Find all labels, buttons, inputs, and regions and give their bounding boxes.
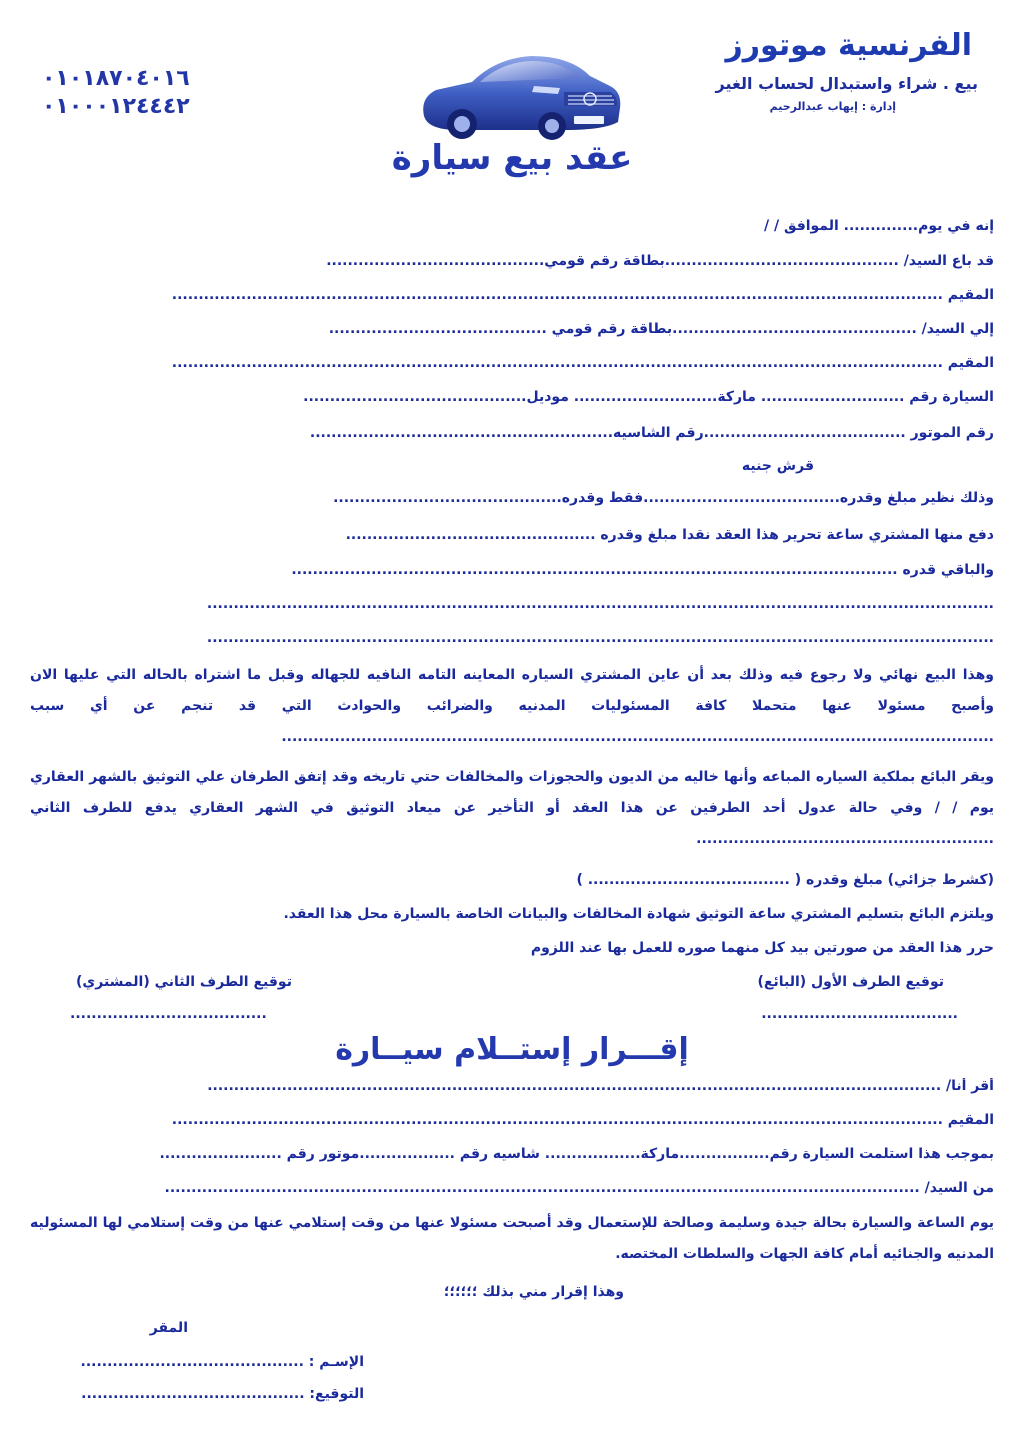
seller-signature-dots: ..................................... — [761, 1006, 958, 1022]
phone-number-1: ٠١٠١٨٧٠٤٠١٦ — [42, 66, 190, 91]
receipt-title: إقـــرار إستــلام سيــارة — [335, 1032, 689, 1067]
receipt-time-clause: يوم الساعة والسيارة بحالة جيدة وسليمة وصالحة للإستعمال وقد أصبحت مسئولا عنها من وقت إستلامي عنها من وقت إستلامي لها المسئوليه المدنيه والجنائيه أمام كافة الجهات والسلطات المختصه. — [30, 1215, 994, 1262]
signature-line: التوقيع: .......................................... — [81, 1386, 364, 1402]
engine-chassis-line: رقم الموتور ......................................رقم الشاسيه......................................................... — [309, 425, 994, 441]
paid-amount-line: دفع منها المشتري ساعة تحرير هذا العقد نقدا مبلغ وقدره ............................................... — [345, 527, 994, 543]
copies-clause: حرر هذا العقد من صورتين بيد كل منهما صوره للعمل بها عند اللزوم — [530, 940, 994, 956]
buyer-signature-dots: ..................................... — [70, 1006, 267, 1022]
date-line: إنه في يوم.............. الموافق / / — [763, 218, 994, 234]
penalty-line: (كشرط جزائي) مبلغ وقدره ( ...................................... ) — [576, 872, 994, 888]
delivery-clause: ويلتزم البائع بتسليم المشتري ساعة التوثيق شهادة المخالفات والبيانات الخاصة بالسيارة محل هذا العقد. — [283, 906, 994, 922]
contract-title: عقد بيع سيارة — [391, 138, 633, 178]
manager-name: إدارة : إيهاب عبدالرحيم — [769, 100, 896, 113]
buyer-signature-label: توقيع الطرف الثاني (المشتري) — [76, 974, 292, 990]
receipt-closing: وهذا إقرار مني بذلك ؛؛؛؛؛؛ — [443, 1284, 624, 1300]
car-details-line: السيارة رقم ........................... ماركة........................... موديل.......................................... — [303, 389, 994, 405]
name-line: الإسـم : .......................................... — [80, 1354, 364, 1370]
buyer-line: إلي السيد/ ..............................................بطاقة رقم قومي ......................................... — [328, 321, 994, 337]
company-name: الفرنسية موتورز — [725, 28, 972, 63]
seller-line: قد باع السيد/ ............................................بطاقة رقم قومي......................................... — [326, 253, 994, 269]
seller-residence-line: المقيم ................................................................................................................................................. — [171, 287, 994, 303]
ownership-clause: ويقر البائع بملكية السياره المباعه وأنها خاليه من الديون والحجوزات والمخالفات حتي تاريخه وقد إتفق الطرفان علي التوثيق بالشهر العقاري يوم / / وفي حالة عدول أحد الطرفين عن هذا العقد أو التأخير عن ميعاد التوثيق في الشهر العقاري يدفع للطرف الثاني ........................................................ — [30, 769, 994, 847]
sale-clause: وهذا البيع نهائي ولا رجوع فيه وذلك بعد أن عاين المشتري السياره المعاينه التامه النافيه للجهاله وقبل ما اشتراه بالحاله التي عليها الان وأصبح مسئولا عنها متحملا كافة المسئوليات المدنيه والضرائب والحوادث التي قد تنجم عن أي سبب ...................................................................................................................................... — [30, 667, 994, 745]
currency-labels: قرش جنيه — [741, 458, 814, 474]
seller-signature-label: توقيع الطرف الأول (البائع) — [757, 974, 944, 990]
acknowledge-line: أقر أنا/ .......................................................................................................................................... — [207, 1078, 994, 1094]
blank-line-1: .................................................................................................................................................... — [206, 596, 994, 612]
car-logo-icon — [414, 46, 626, 142]
phone-number-2: ٠١٠٠٠١٢٤٤٤٢ — [42, 94, 190, 119]
buyer-residence-line: المقيم ................................................................................................................................................. — [171, 355, 994, 371]
blank-line-2: .................................................................................................................................................... — [206, 630, 994, 646]
from-line: من السيد/ .............................................................................................................................................. — [164, 1180, 994, 1196]
price-line: وذلك نظير مبلغ وقدره.....................................فقط وقدره........................................... — [333, 490, 994, 506]
remaining-amount-line: والباقي قدره .................................................................................................................. — [291, 562, 994, 578]
receipt-details-line: بموجب هذا استلمت السيارة رقم.................ماركة.................. شاسيه رقم ..................موتور رقم ....................... — [159, 1146, 994, 1162]
receipt-residence-line: المقيم ................................................................................................................................................. — [171, 1112, 994, 1128]
company-tagline: بيع . شراء واستبدال لحساب الغير — [715, 74, 978, 93]
acknowledger-label: المقر — [149, 1320, 188, 1336]
